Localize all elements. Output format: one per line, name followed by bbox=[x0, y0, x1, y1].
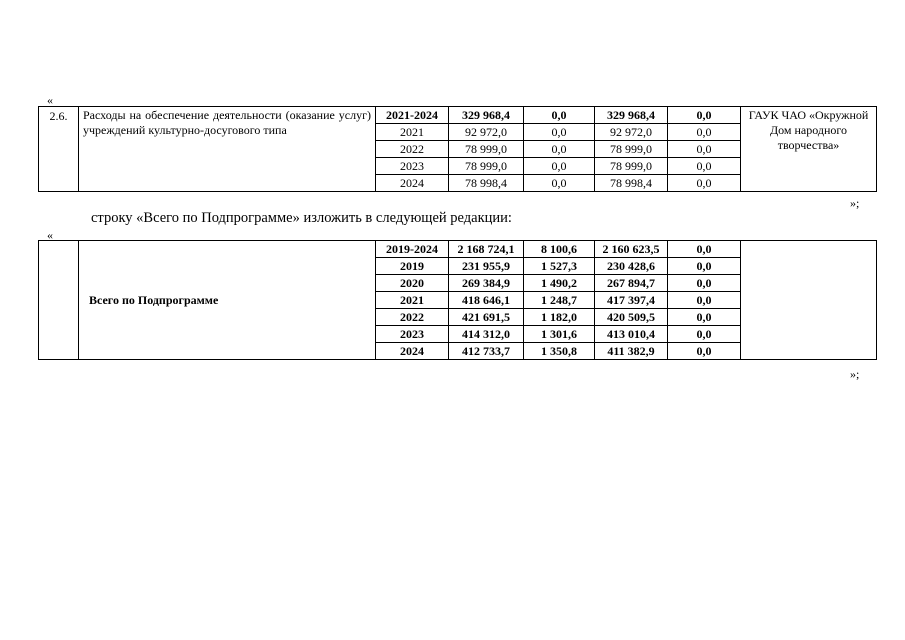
expense-name: Расходы на обеспечение деятельности (оказание услуг) учреждений культурно-досугового типа bbox=[79, 107, 376, 192]
period-cell: 2021-2024 bbox=[376, 107, 449, 124]
value-cell: 0,0 bbox=[668, 141, 741, 158]
period-cell: 2022 bbox=[376, 309, 449, 326]
value-cell: 0,0 bbox=[524, 158, 595, 175]
value-cell: 0,0 bbox=[668, 275, 741, 292]
value-cell: 329 968,4 bbox=[595, 107, 668, 124]
value-cell: 0,0 bbox=[668, 158, 741, 175]
total-cell: 231 955,9 bbox=[449, 258, 524, 275]
value-cell: 1 490,2 bbox=[524, 275, 595, 292]
value-cell: 0,0 bbox=[668, 292, 741, 309]
total-cell: 78 998,4 bbox=[449, 175, 524, 192]
value-cell: 78 999,0 bbox=[595, 158, 668, 175]
value-cell: 230 428,6 bbox=[595, 258, 668, 275]
value-cell: 0,0 bbox=[668, 326, 741, 343]
period-cell: 2024 bbox=[376, 175, 449, 192]
period-cell: 2019 bbox=[376, 258, 449, 275]
value-cell: 0,0 bbox=[524, 107, 595, 124]
period-cell: 2023 bbox=[376, 158, 449, 175]
value-cell: 8 100,6 bbox=[524, 241, 595, 258]
table-row bbox=[39, 241, 877, 258]
total-cell: 329 968,4 bbox=[449, 107, 524, 124]
close-mark-2: »; bbox=[850, 367, 860, 381]
value-cell: 417 397,4 bbox=[595, 292, 668, 309]
total-cell: 421 691,5 bbox=[449, 309, 524, 326]
value-cell: 1 182,0 bbox=[524, 309, 595, 326]
open-quote-1: « bbox=[47, 93, 53, 107]
row-number: 2.6. bbox=[39, 107, 79, 192]
empty-organization-cell bbox=[741, 241, 877, 360]
expense-table-2-6 bbox=[38, 106, 877, 192]
value-cell: 1 248,7 bbox=[524, 292, 595, 309]
value-cell: 413 010,4 bbox=[595, 326, 668, 343]
total-cell: 92 972,0 bbox=[449, 124, 524, 141]
value-cell: 0,0 bbox=[668, 343, 741, 360]
table-row bbox=[39, 107, 877, 124]
value-cell: 0,0 bbox=[524, 175, 595, 192]
period-cell: 2021 bbox=[376, 124, 449, 141]
value-cell: 0,0 bbox=[668, 258, 741, 275]
value-cell: 0,0 bbox=[668, 309, 741, 326]
value-cell: 0,0 bbox=[668, 124, 741, 141]
value-cell: 1 527,3 bbox=[524, 258, 595, 275]
value-cell: 420 509,5 bbox=[595, 309, 668, 326]
subprogram-total-label: Всего по Подпрограмме bbox=[79, 241, 376, 360]
value-cell: 2 160 623,5 bbox=[595, 241, 668, 258]
value-cell: 0,0 bbox=[524, 124, 595, 141]
value-cell: 1 350,8 bbox=[524, 343, 595, 360]
value-cell: 0,0 bbox=[524, 141, 595, 158]
value-cell: 0,0 bbox=[668, 107, 741, 124]
period-cell: 2024 bbox=[376, 343, 449, 360]
value-cell: 267 894,7 bbox=[595, 275, 668, 292]
period-cell: 2022 bbox=[376, 141, 449, 158]
total-cell: 412 733,7 bbox=[449, 343, 524, 360]
total-cell: 418 646,1 bbox=[449, 292, 524, 309]
value-cell: 0,0 bbox=[668, 175, 741, 192]
total-cell: 2 168 724,1 bbox=[449, 241, 524, 258]
total-cell: 414 312,0 bbox=[449, 326, 524, 343]
value-cell: 78 998,4 bbox=[595, 175, 668, 192]
total-cell: 78 999,0 bbox=[449, 158, 524, 175]
close-mark-1: »; bbox=[850, 196, 860, 210]
empty-number-cell bbox=[39, 241, 79, 360]
open-quote-2: « bbox=[47, 228, 53, 242]
total-cell: 269 384,9 bbox=[449, 275, 524, 292]
period-cell: 2021 bbox=[376, 292, 449, 309]
period-cell: 2019-2024 bbox=[376, 241, 449, 258]
total-cell: 78 999,0 bbox=[449, 141, 524, 158]
period-cell: 2023 bbox=[376, 326, 449, 343]
value-cell: 0,0 bbox=[668, 241, 741, 258]
value-cell: 78 999,0 bbox=[595, 141, 668, 158]
value-cell: 92 972,0 bbox=[595, 124, 668, 141]
instruction-text: строку «Всего по Подпрограмме» изложить в следующей редакции: bbox=[91, 210, 512, 226]
subprogram-total-table bbox=[38, 240, 877, 360]
responsible-organization: ГАУК ЧАО «Окружной Дом народного творчества» bbox=[741, 107, 877, 192]
period-cell: 2020 bbox=[376, 275, 449, 292]
value-cell: 1 301,6 bbox=[524, 326, 595, 343]
value-cell: 411 382,9 bbox=[595, 343, 668, 360]
